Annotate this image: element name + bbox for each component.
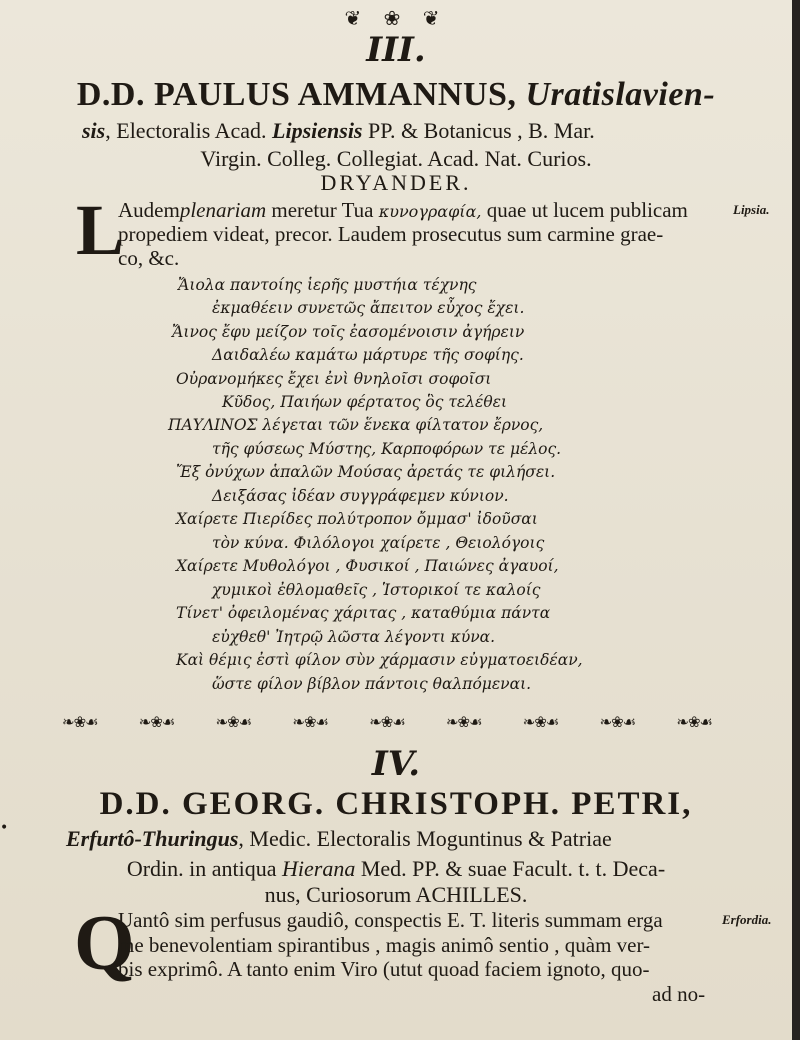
- heading-med: Med. PP. & suae Facult. t. t. Deca-: [360, 856, 666, 881]
- heading-cognomen: nus, Curiosorum ACHILLES.: [264, 882, 528, 907]
- divider-ornament: ❧❀☙: [676, 713, 712, 731]
- divider-ornament: ❧❀☙: [62, 713, 98, 731]
- body-text: Audem: [118, 198, 180, 222]
- poem-line: Κῦδος, Παιήων φέρτατος ὃς τελέθει: [222, 393, 508, 411]
- heading-medic: , Medic. Electoralis Moguntinus & Patriae: [238, 826, 612, 851]
- drop-cap-q: Q: [74, 899, 135, 986]
- header-ornament: ❦ ❀ ❦: [344, 6, 448, 30]
- heading-line-3: [0, 856, 792, 882]
- poem-line: ὥστε φίλον βίβλον πάντοις θαλπόμεναι.: [212, 675, 532, 693]
- section-number-4: IV.: [371, 744, 421, 784]
- body-line-2: propediem videat, precor. Laudem prosecutus sum carmine grae-: [118, 222, 664, 246]
- divider-ornament: ❧❀☙: [369, 713, 405, 731]
- poem-line: Ἄινος ἔφυ μείζον τοῖς ἐασομένοισιν ἀγήρειν: [172, 323, 525, 341]
- body-italic: plenariam: [179, 198, 267, 222]
- drop-cap-l: L: [76, 190, 125, 270]
- heading-electoralis: , Electoralis Acad.: [105, 118, 267, 143]
- heading-origin: Erfurtô-Thuringus: [66, 826, 239, 851]
- body-text: quae ut lucem publicam: [486, 198, 688, 222]
- poem-line: Χαίρετε Μυθολόγοι , Φυσικοί , Παιώνες ἀγαυοί,: [176, 557, 559, 575]
- heading-line-2: [82, 118, 595, 144]
- poem-line: Καὶ θέμις ἐστὶ φίλον σὺν χάρμασιν εὐγματοειδέαν,: [176, 651, 583, 669]
- body-line-3: bis exprimô. A tanto enim Viro (utut quoad faciem ignoto, quo-: [118, 957, 650, 981]
- poem-line: τῆς φύσεως Μύστης, Καρποφόρων τε μέλος.: [212, 440, 562, 458]
- poem-line: Οὐρανομήκες ἔχει ἐνὶ θνηλοῖσι σοφοῖσι: [176, 370, 492, 388]
- poem-line: χυμικοὶ ἐθλομαθεῖς , Ἱστορικοί τε καλοίς: [212, 581, 541, 599]
- divider-ornament: ❧❀☙: [292, 713, 328, 731]
- margin-note-lipsia: Lipsia.: [733, 202, 770, 217]
- divider-ornament: ❧❀☙: [138, 713, 175, 731]
- body-line-4: ad no-: [652, 982, 706, 1006]
- body-line-1: [118, 198, 688, 223]
- heading-origin: Uratislavien-: [525, 76, 716, 113]
- heading-name: D.D. PAULUS AMMANNUS,: [76, 76, 517, 113]
- divider-ornament: ❧❀☙: [522, 713, 559, 731]
- poem-line: εὐχθεθ' Ἰητρῷ λῶστα λέγοντι κύνα.: [212, 628, 496, 646]
- body-text: meretur Tua: [271, 198, 374, 222]
- heading-line-2: [66, 826, 612, 852]
- divider-ornament: ❧❀☙: [215, 713, 252, 731]
- heading-cognomen: DRYANDER.: [320, 170, 472, 195]
- poem-line: ἐκμαθέειν συνετῶς ἄπειτον εὖχος ἔχει.: [212, 299, 525, 317]
- heading-botanicus: PP. & Botanicus , B. Mar.: [368, 118, 595, 143]
- entry-heading-ammannus: [0, 76, 792, 114]
- poem-line: Δαιδαλέω καμάτω μάρτυρε τῆς σοφίης.: [212, 346, 524, 364]
- body-greek: κυνογραφία,: [378, 202, 482, 221]
- section-number-3: III.: [366, 30, 426, 70]
- poem-line: τὸν κύνα. Φιλόλογοι χαίρετε , Θειολόγοις: [212, 534, 545, 552]
- poem-line: Ἄιολα παντοίης ἱερῆς μυστήια τέχνης: [178, 276, 477, 294]
- entry-heading-petri: D.D. GEORG. CHRISTOPH. PETRI,: [99, 786, 693, 822]
- divider-ornament: ❧❀☙: [445, 713, 482, 731]
- heading-sis: sis: [82, 118, 106, 143]
- body-line-2: me benevolentiam spirantibus , magis animô sentio , quàm ver-: [118, 933, 651, 957]
- heading-line-3: Virgin. Colleg. Collegiat. Acad. Nat. Curios.: [200, 146, 592, 171]
- heading-hierana: Hierana: [282, 856, 356, 881]
- poem-line: Δειξάσας ἰδέαν συγγράφεμεν κύνιον.: [212, 487, 509, 505]
- margin-note-erfordia: Erfordia.: [722, 912, 772, 927]
- divider-ornament: ❧❀☙: [599, 713, 636, 731]
- poem-line: Ἔξ ὀνύχων ἁπαλῶν Μούσας ἀρετάς τε φιλήσει.: [176, 463, 556, 481]
- poem-line: ΠΑΥΛΙΝΟΣ λέγεται τῶν ἕνεκα φίλτατον ἔρνος,: [168, 416, 544, 434]
- ink-blot: •: [0, 820, 9, 836]
- poem-line: Χαίρετε Πιερίδες πολύτροπον ὄμμασ' ἰδοῦσαι: [176, 510, 538, 528]
- poem-line: Τίνετ' ὀφειλομένας χάριτας , καταθύμια πάντα: [176, 604, 551, 622]
- body-line-1: Uantô sim perfusus gaudiô, conspectis E. T. literis summam erga: [118, 908, 663, 932]
- heading-ordin: Ordin. in antiqua: [126, 856, 277, 881]
- body-line-3: co, &c.: [118, 246, 180, 270]
- heading-lipsiensis: Lipsiensis: [272, 118, 363, 143]
- section-divider: [62, 712, 712, 732]
